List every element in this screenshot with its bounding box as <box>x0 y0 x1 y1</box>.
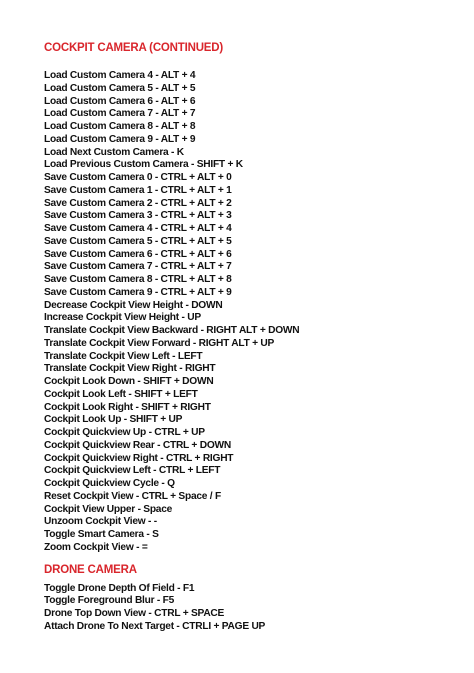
shortcut-item: Load Next Custom Camera - K <box>44 146 184 158</box>
shortcut-item: Cockpit Look Right - SHIFT + RIGHT <box>44 401 211 413</box>
shortcut-item: Reset Cockpit View - CTRL + Space / F <box>44 490 221 502</box>
shortcut-item: Zoom Cockpit View - = <box>44 541 148 553</box>
shortcut-item: Save Custom Camera 9 - CTRL + ALT + 9 <box>44 286 232 298</box>
shortcut-item: Load Previous Custom Camera - SHIFT + K <box>44 159 243 171</box>
shortcut-item: Attach Drone To Next Target - CTRLI + PAGE UP <box>44 620 266 632</box>
shortcut-item: Load Custom Camera 5 - ALT + 5 <box>44 82 196 94</box>
shortcut-item: Cockpit Quickview Right - CTRL + RIGHT <box>44 452 234 464</box>
shortcut-item: Translate Cockpit View Left - LEFT <box>44 350 203 362</box>
shortcut-list-drone-camera <box>44 583 464 634</box>
shortcut-item: Save Custom Camera 0 - CTRL + ALT + 0 <box>44 172 232 183</box>
shortcut-item: Save Custom Camera 7 - CTRL + ALT + 7 <box>44 261 232 273</box>
shortcut-item: Decrease Cockpit View Height - DOWN <box>44 299 223 311</box>
shortcut-item: Load Custom Camera 7 - ALT + 7 <box>44 108 196 120</box>
shortcut-item: Load Custom Camera 8 - ALT + 8 <box>44 121 196 132</box>
shortcut-item: Save Custom Camera 4 - CTRL + ALT + 4 <box>44 223 232 234</box>
shortcut-item: Save Custom Camera 2 - CTRL + ALT + 2 <box>44 197 232 209</box>
shortcut-item: Load Custom Camera 4 - ALT + 4 <box>44 70 196 81</box>
section-title-cockpit-camera: COCKPIT CAMERA (CONTINUED) <box>44 42 224 54</box>
shortcut-item: Cockpit Quickview Left - CTRL + LEFT <box>44 465 221 477</box>
shortcut-item: Save Custom Camera 1 - CTRL + ALT + 1 <box>44 184 232 196</box>
shortcut-item: Save Custom Camera 5 - CTRL + ALT + 5 <box>44 235 232 247</box>
shortcut-item: Toggle Foreground Blur - F5 <box>44 595 175 607</box>
shortcut-item: Cockpit Look Down - SHIFT + DOWN <box>44 376 214 387</box>
shortcut-item: Drone Top Down View - CTRL + SPACE <box>44 608 225 619</box>
shortcut-item: Cockpit Look Up - SHIFT + UP <box>44 414 183 426</box>
shortcut-item: Increase Cockpit View Height - UP <box>44 312 201 324</box>
shortcut-item: Cockpit Quickview Rear - CTRL + DOWN <box>44 439 231 451</box>
shortcut-item: Cockpit View Upper - Space <box>44 503 173 515</box>
shortcut-item: Translate Cockpit View Right - RIGHT <box>44 363 216 375</box>
shortcut-item: Cockpit Quickview Cycle - Q <box>44 478 175 489</box>
shortcut-item: Cockpit Quickview Up - CTRL + UP <box>44 427 205 438</box>
shortcut-item: Unzoom Cockpit View - - <box>44 516 157 528</box>
section-title-drone-camera: DRONE CAMERA <box>44 563 137 576</box>
shortcut-item: Toggle Smart Camera - S <box>44 529 159 540</box>
shortcut-item: Save Custom Camera 8 - CTRL + ALT + 8 <box>44 274 232 285</box>
shortcut-list-cockpit-camera <box>44 70 464 555</box>
shortcut-item: Save Custom Camera 6 - CTRL + ALT + 6 <box>44 248 232 260</box>
shortcut-item: Toggle Drone Depth Of Field - F1 <box>44 582 195 594</box>
shortcut-item: Translate Cockpit View Backward - RIGHT ALT + DOWN <box>44 325 300 336</box>
shortcut-item: Load Custom Camera 6 - ALT + 6 <box>44 95 196 107</box>
document-page <box>44 40 464 634</box>
shortcut-item: Save Custom Camera 3 - CTRL + ALT + 3 <box>44 210 232 222</box>
shortcut-item: Cockpit Look Left - SHIFT + LEFT <box>44 388 198 400</box>
shortcut-item: Translate Cockpit View Forward - RIGHT ALT + UP <box>44 337 275 349</box>
shortcut-item: Load Custom Camera 9 - ALT + 9 <box>44 133 196 145</box>
